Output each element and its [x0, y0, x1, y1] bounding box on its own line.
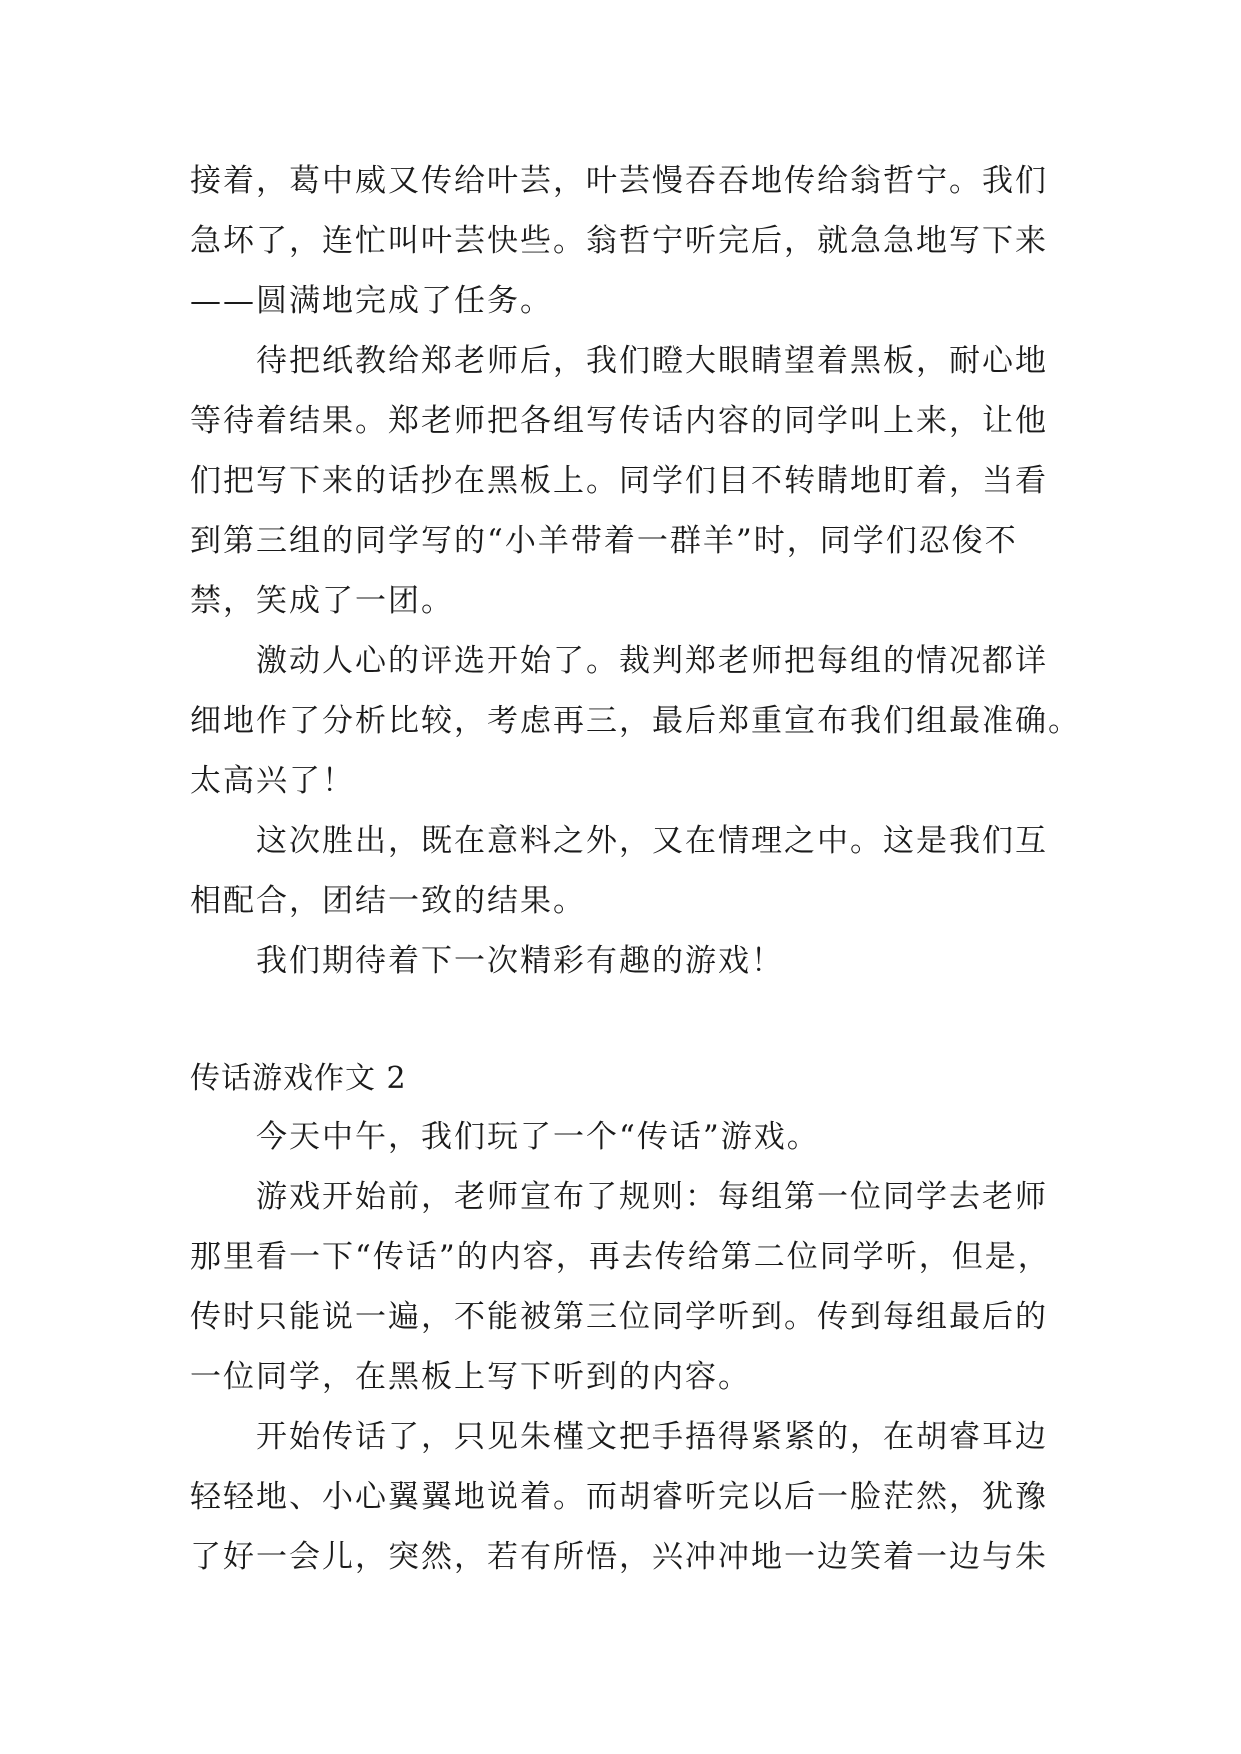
text-line: 了好一会儿，突然，若有所悟，兴冲冲地一边笑着一边与朱 [190, 1539, 1048, 1575]
text-line: 禁，笑成了一团。 [190, 583, 454, 619]
text-line: ——圆满地完成了任务。 [190, 283, 553, 319]
paragraph-first-line: 游戏开始前，老师宣布了规则：每组第一位同学去老师 [256, 1179, 1048, 1215]
text-line: 一位同学，在黑板上写下听到的内容。 [190, 1359, 751, 1395]
paragraph-first-line: 待把纸教给郑老师后，我们瞪大眼睛望着黑板，耐心地 [256, 343, 1048, 379]
text-line: 等待着结果。郑老师把各组写传话内容的同学叫上来，让他 [190, 403, 1048, 439]
text-line: 轻轻地、小心翼翼地说着。而胡睿听完以后一脸茫然，犹豫 [190, 1479, 1048, 1515]
paragraph-first-line: 激动人心的评选开始了。裁判郑老师把每组的情况都详 [256, 643, 1048, 679]
text-line: 们把写下来的话抄在黑板上。同学们目不转睛地盯着，当看 [190, 463, 1048, 499]
paragraph-first-line: 我们期待着下一次精彩有趣的游戏！ [256, 943, 784, 979]
paragraph-first-line: 这次胜出，既在意料之外，又在情理之中。这是我们互 [256, 823, 1048, 859]
text-line: 相配合，团结一致的结果。 [190, 883, 586, 919]
text-line: 急坏了，连忙叫叶芸快些。翁哲宁听完后，就急急地写下来 [190, 223, 1048, 259]
text-line: 到第三组的同学写的“小羊带着一群羊”时，同学们忍俊不 [190, 523, 1018, 559]
text-line: 太高兴了！ [190, 763, 355, 799]
section-title: 传话游戏作文 2 [190, 1061, 407, 1096]
text-line: 传时只能说一遍，不能被第三位同学听到。传到每组最后的 [190, 1299, 1048, 1335]
text-line: 细地作了分析比较，考虑再三，最后郑重宣布我们组最准确。 [190, 703, 1081, 739]
paragraph-first-line: 今天中午，我们玩了一个“传话”游戏。 [256, 1119, 820, 1155]
paragraph-first-line: 开始传话了，只见朱槿文把手捂得紧紧的，在胡睿耳边 [256, 1419, 1048, 1455]
text-line: 那里看一下“传话”的内容，再去传给第二位同学听，但是， [190, 1239, 1051, 1275]
text-line: 接着，葛中威又传给叶芸，叶芸慢吞吞地传给翁哲宁。我们 [190, 163, 1048, 199]
